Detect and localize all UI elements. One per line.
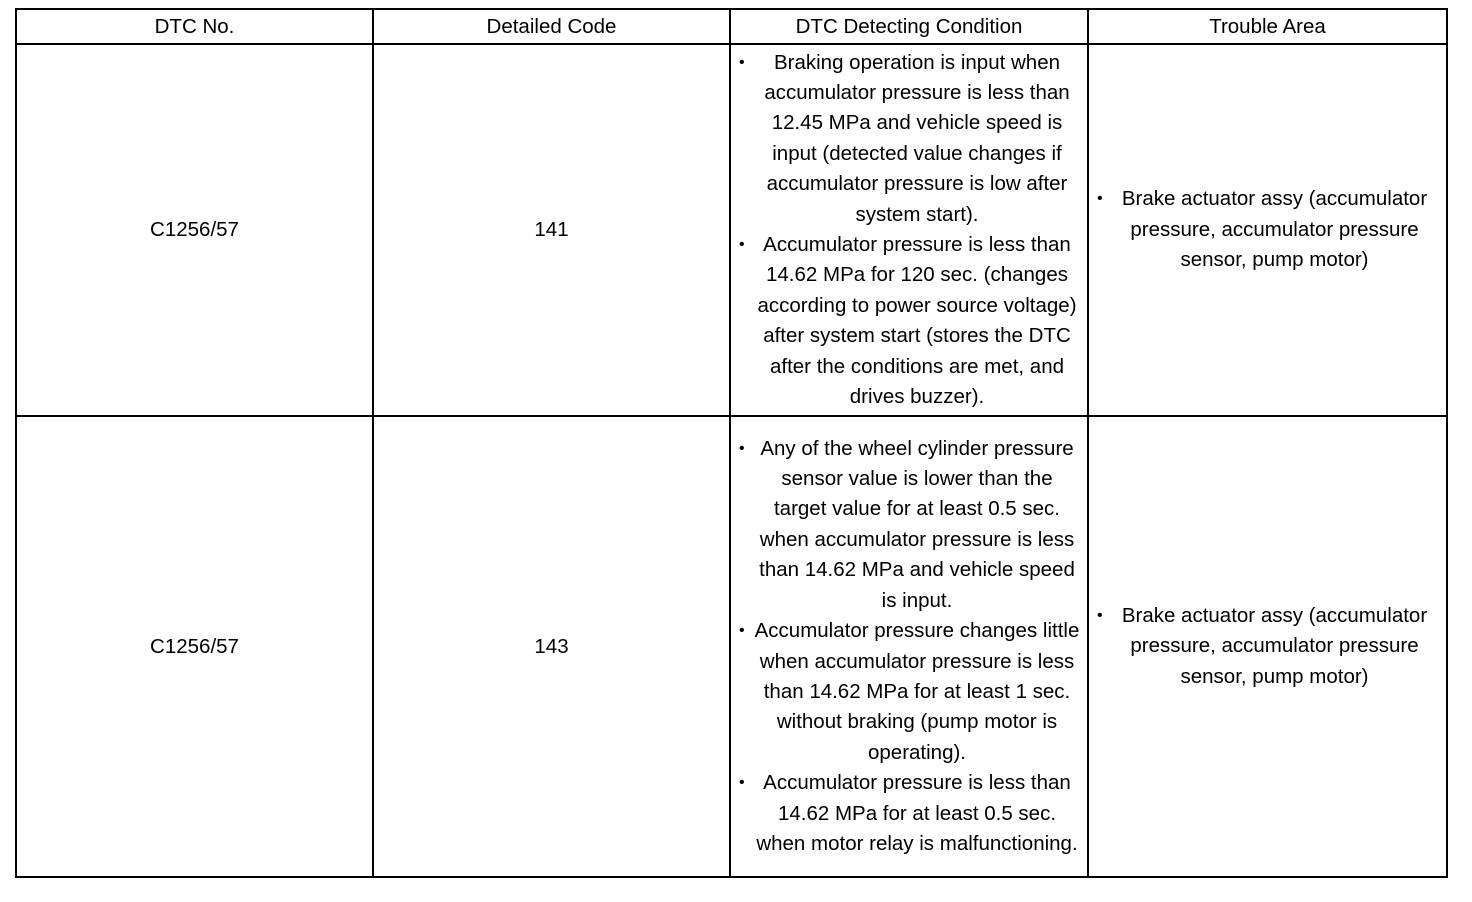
bullet-icon: •: [739, 236, 745, 253]
condition-cell: [730, 416, 1088, 877]
bullet-icon: •: [1097, 190, 1103, 208]
dtc-table: [15, 8, 1448, 878]
header-dtc-no: DTC No.: [16, 9, 373, 44]
detailed-code-cell: 141: [373, 44, 730, 416]
bullet-icon: •: [739, 53, 745, 71]
dtc-no-cell: C1256/57: [16, 44, 373, 416]
bullet-icon: •: [1097, 606, 1103, 624]
bullet-icon: •: [739, 439, 745, 457]
trouble-area-cell: [1088, 44, 1447, 416]
condition-list: [731, 48, 1087, 413]
dtc-no-cell: C1256/57: [16, 416, 373, 877]
bullet-icon: •: [739, 774, 745, 792]
header-trouble-area: Trouble Area: [1088, 9, 1447, 44]
condition-item: • Any of the wheel cylinder pressure sensor value is lower than the target value for at least 0.5 sec. when accumulator pressure is less than 14.62 MPa and vehicle speed is input.: [753, 434, 1081, 616]
condition-item: • Braking operation is input when accumulator pressure is less than 12.45 MPa and vehicle speed is input (detected value changes if accumulator pressure is low after system start).: [753, 48, 1081, 230]
bullet-icon: •: [739, 622, 745, 640]
condition-list: [731, 434, 1087, 860]
detailed-code-cell: 143: [373, 416, 730, 877]
table-row: [16, 44, 1447, 416]
header-row: [16, 9, 1447, 44]
condition-item: • Accumulator pressure is less than 14.62 MPa for 120 sec. (changes according to power source voltage) after system start (stores the DTC after the conditions are met, and drives buzzer).: [753, 230, 1081, 412]
condition-item: • Accumulator pressure changes little when accumulator pressure is less than 14.62 MPa for at least 1 sec. without braking (pump motor is operating).: [753, 616, 1081, 768]
trouble-area-item: • Brake actuator assy (accumulator pressure, accumulator pressure sensor, pump motor): [1111, 184, 1438, 275]
table-row: [16, 416, 1447, 877]
trouble-area-list: [1089, 184, 1446, 275]
trouble-area-item: • Brake actuator assy (accumulator pressure, accumulator pressure sensor, pump motor): [1111, 601, 1438, 692]
trouble-area-cell: [1088, 416, 1447, 877]
condition-item: • Accumulator pressure is less than 14.62 MPa for at least 0.5 sec. when motor relay is malfunctioning.: [753, 768, 1081, 859]
header-detailed-code: Detailed Code: [373, 9, 730, 44]
header-condition: DTC Detecting Condition: [730, 9, 1088, 44]
condition-cell: [730, 44, 1088, 416]
trouble-area-list: [1089, 601, 1446, 692]
